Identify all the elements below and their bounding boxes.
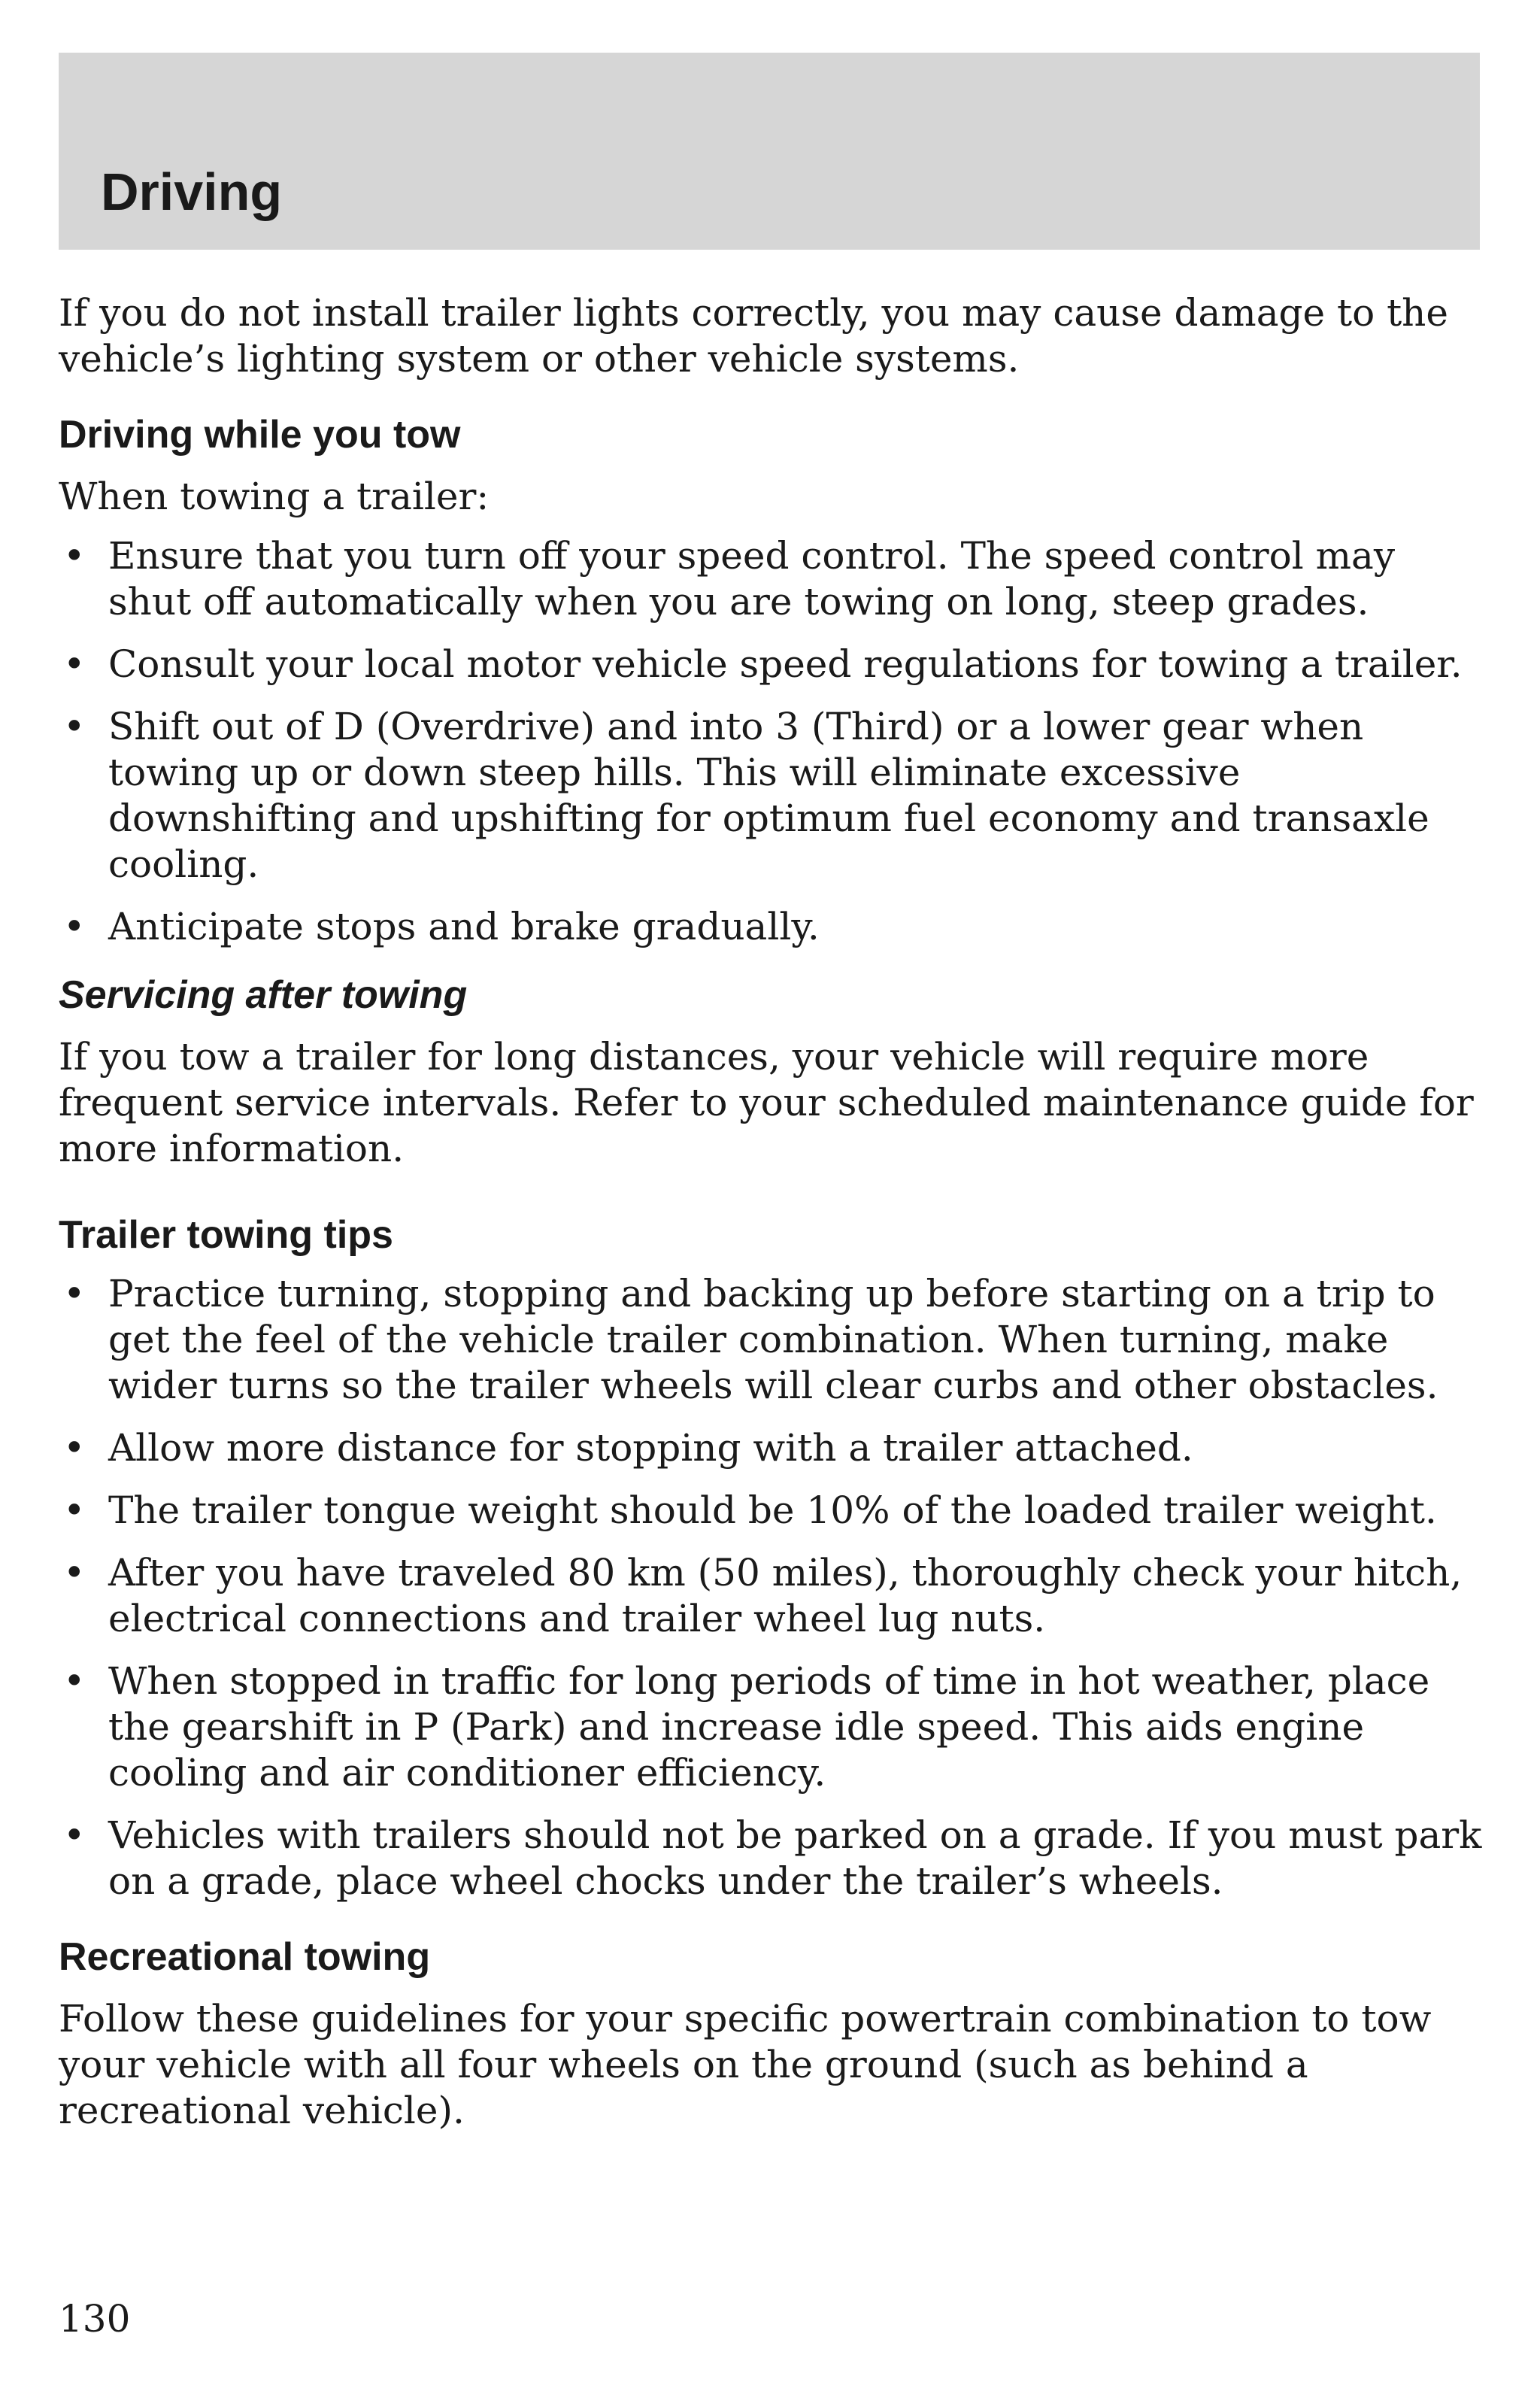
list-item-text: Vehicles with trailers should not be parked on a grade. If you must park on a grade, place wheel chocks under the trailer’s wheels. <box>108 1813 1482 1903</box>
list-item <box>59 1550 1487 1642</box>
list-item <box>59 642 1487 687</box>
list-item <box>59 1813 1487 1904</box>
heading-trailer-towing-tips: Trailer towing tips <box>59 1213 393 1257</box>
driving-while-tow-list <box>59 533 1487 950</box>
section-title: Driving <box>101 162 283 221</box>
bullet-icon: • <box>63 642 86 686</box>
list-item <box>59 1271 1487 1409</box>
list-item-text: The trailer tongue weight should be 10% of the loaded trailer weight. <box>108 1488 1437 1532</box>
servicing-paragraph: If you tow a trailer for long distances, your vehicle will require more frequent service intervals. Refer to your scheduled maintenance guide for more information. <box>59 1035 1474 1170</box>
heading-driving-while-you-tow: Driving while you tow <box>59 413 461 457</box>
bullet-icon: • <box>63 705 86 748</box>
bullet-icon: • <box>63 1426 86 1470</box>
bullet-icon: • <box>63 1488 86 1532</box>
trailer-towing-tips-list <box>59 1271 1487 1904</box>
list-item-text: Ensure that you turn off your speed control. The speed control may shut off automatically when you are towing on long, steep grades. <box>108 534 1396 624</box>
list-item <box>59 704 1487 888</box>
bullet-icon: • <box>63 1551 86 1595</box>
list-item <box>59 1488 1487 1534</box>
list-item-text: Consult your local motor vehicle speed regulations for towing a trailer. <box>108 642 1463 686</box>
recreational-paragraph: Follow these guidelines for your specific powertrain combination to tow your vehicle with all four wheels on the ground (such as behind a recreational vehicle). <box>59 1997 1432 2132</box>
list-item-text: Anticipate stops and brake gradually. <box>108 905 820 948</box>
section-header-band <box>59 53 1480 250</box>
list-item <box>59 533 1487 625</box>
bullet-icon: • <box>63 905 86 948</box>
page-number: 130 <box>59 2297 131 2341</box>
list-item-text: Practice turning, stopping and backing up before starting on a trip to get the feel of the vehicle trailer combination. When turning, make wider turns so the trailer wheels will clear curbs and other obstacles. <box>108 1272 1438 1407</box>
bullet-icon: • <box>63 534 86 578</box>
list-item-text: Allow more distance for stopping with a trailer attached. <box>108 1426 1193 1470</box>
bullet-icon: • <box>63 1659 86 1703</box>
list-item-text: Shift out of D (Overdrive) and into 3 (Third) or a lower gear when towing up or down steep hills. This will eliminate excessive downshifting and upshifting for optimum fuel economy and transaxle cooling. <box>108 705 1429 886</box>
intro-paragraph: If you do not install trailer lights correctly, you may cause damage to the vehicle’s lighting system or other vehicle systems. <box>59 291 1448 381</box>
list-item-text: After you have traveled 80 km (50 miles), thoroughly check your hitch, electrical connections and trailer wheel lug nuts. <box>108 1551 1463 1640</box>
bullet-icon: • <box>63 1813 86 1857</box>
list-item <box>59 1658 1487 1796</box>
page-content <box>59 290 1487 2134</box>
bullet-icon: • <box>63 1272 86 1315</box>
heading-recreational-towing: Recreational towing <box>59 1935 431 1979</box>
list-item <box>59 904 1487 950</box>
heading-servicing-after-towing: Servicing after towing <box>59 973 468 1017</box>
list-item-text: When stopped in traffic for long periods of time in hot weather, place the gearshift in P (Park) and increase idle speed. This aids engine cooling and air conditioner efficiency. <box>108 1659 1430 1795</box>
driving-while-tow-lead: When towing a trailer: <box>59 475 490 518</box>
list-item <box>59 1425 1487 1471</box>
